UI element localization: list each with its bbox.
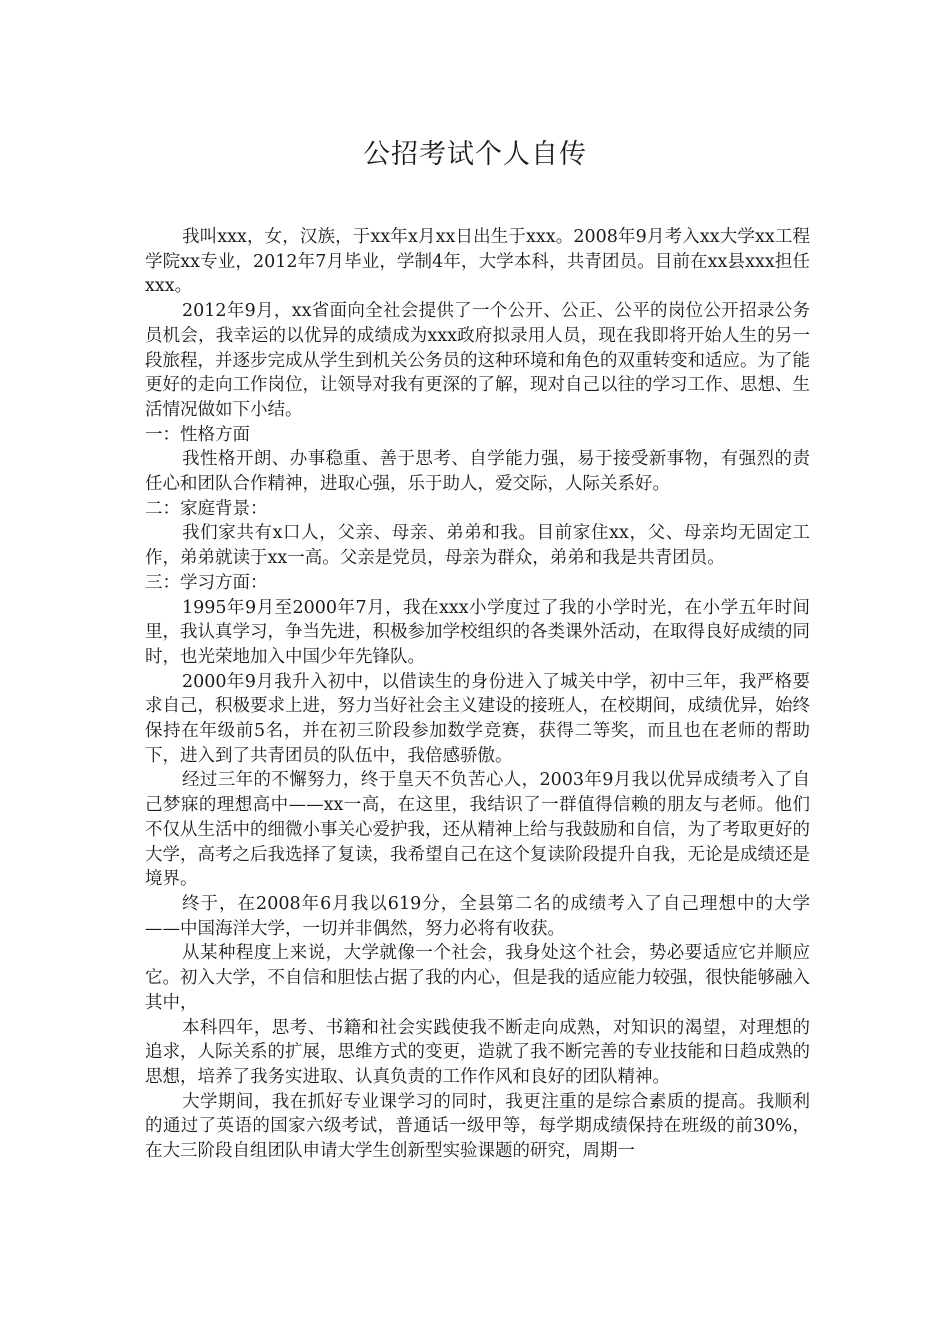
paragraph-personality: 我性格开朗、办事稳重、善于思考、自学能力强，易于接受新事物，有强烈的责任心和团队合作精神，进取心强，乐于助人，爱交际，人际关系好。	[145, 449, 810, 495]
paragraph-middle-school: 2000年9月我升入初中，以借读生的身份进入了城关中学，初中三年，我严格要求自己，积极要求上进，努力当好社会主义建设的接班人，在校期间，成绩优异，始终保持在年级前5名，并在初三阶段参加数学竞赛，获得二等奖，而且也在老师的帮助下，进入到了共青团员的队伍中，我倍感骄傲。	[145, 671, 810, 766]
paragraph-intro: 我叫xxx，女，汉族，于xx年x月xx日出生于xxx。2008年9月考入xx大学xx工程学院xx专业，2012年7月毕业，学制4年，大学本科，共青团员。目前在xx县xxx担任xxx。	[145, 227, 810, 297]
paragraph-family: 我们家共有x口人，父亲、母亲、弟弟和我。目前家住xx，父、母亲均无固定工作，弟弟就读于xx一高。父亲是党员，母亲为群众，弟弟和我是共青团员。	[145, 523, 810, 569]
paragraph-university-admission: 终于，在2008年6月我以619分，全县第二名的成绩考入了自己理想中的大学——中国海洋大学，一切并非偶然，努力必将有收获。	[145, 893, 810, 939]
section-heading-personality: 一：性格方面	[145, 424, 250, 445]
paragraph-primary-school: 1995年9月至2000年7月，我在xxx小学度过了我的小学时光，在小学五年时间里，我认真学习，争当先进，积极参加学校组织的各类课外活动，在取得良好成绩的同时，也光荣地加入中国少年先锋队。	[145, 597, 810, 667]
section-heading-study: 三：学习方面：	[145, 572, 268, 593]
section-heading-family: 二：家庭背景：	[145, 498, 268, 519]
paragraph-university-study: 大学期间，我在抓好专业课学习的同时，我更注重的是综合素质的提高。我顺利的通过了英语的国家六级考试，普通话一级甲等，每学期成绩保持在班级的前30%，在大三阶段自组团队申请大学生创新型实验课题的研究，周期一	[145, 1091, 810, 1162]
paragraph-recruitment: 2012年9月，xx省面向全社会提供了一个公开、公正、公平的岗位公开招录公务员机会，我幸运的以优异的成绩成为xxx政府拟录用人员，现在我即将开始人生的另一段旅程，并逐步完成从学生到机关公务员的这种环境和角色的双重转变和适应。为了能更好的走向工作岗位，让领导对我有更深的了解，现对自己以往的学习工作、思想、生活情况做如下小结。	[145, 301, 810, 420]
paragraph-high-school: 经过三年的不懈努力，终于皇天不负苦心人，2003年9月我以优异成绩考入了自己梦寐的理想高中——xx一高，在这里，我结识了一群值得信赖的朋友与老师。他们不仅从生活中的细微小事关心爱护我，还从精神上给与我鼓励和自信，为了考取更好的大学，高考之后我选择了复读，我希望自己在这个复读阶段提升自我，无论是成绩还是境界。	[145, 770, 810, 890]
document-body	[145, 225, 810, 1164]
paragraph-undergraduate: 本科四年，思考、书籍和社会实践使我不断走向成熟，对知识的渴望，对理想的追求，人际关系的扩展，思维方式的变更，造就了我不断完善的专业技能和日趋成熟的思想，培养了我务实进取、认真负责的工作作风和良好的团队精神。	[145, 1017, 810, 1087]
paragraph-university-adapt: 从某种程度上来说，大学就像一个社会，我身处这个社会，势必要适应它并顺应它。初入大学，不自信和胆怯占据了我的内心，但是我的适应能力较强，很快能够融入其中，	[145, 943, 810, 1013]
document-title: 公招考试个人自传	[363, 139, 587, 170]
